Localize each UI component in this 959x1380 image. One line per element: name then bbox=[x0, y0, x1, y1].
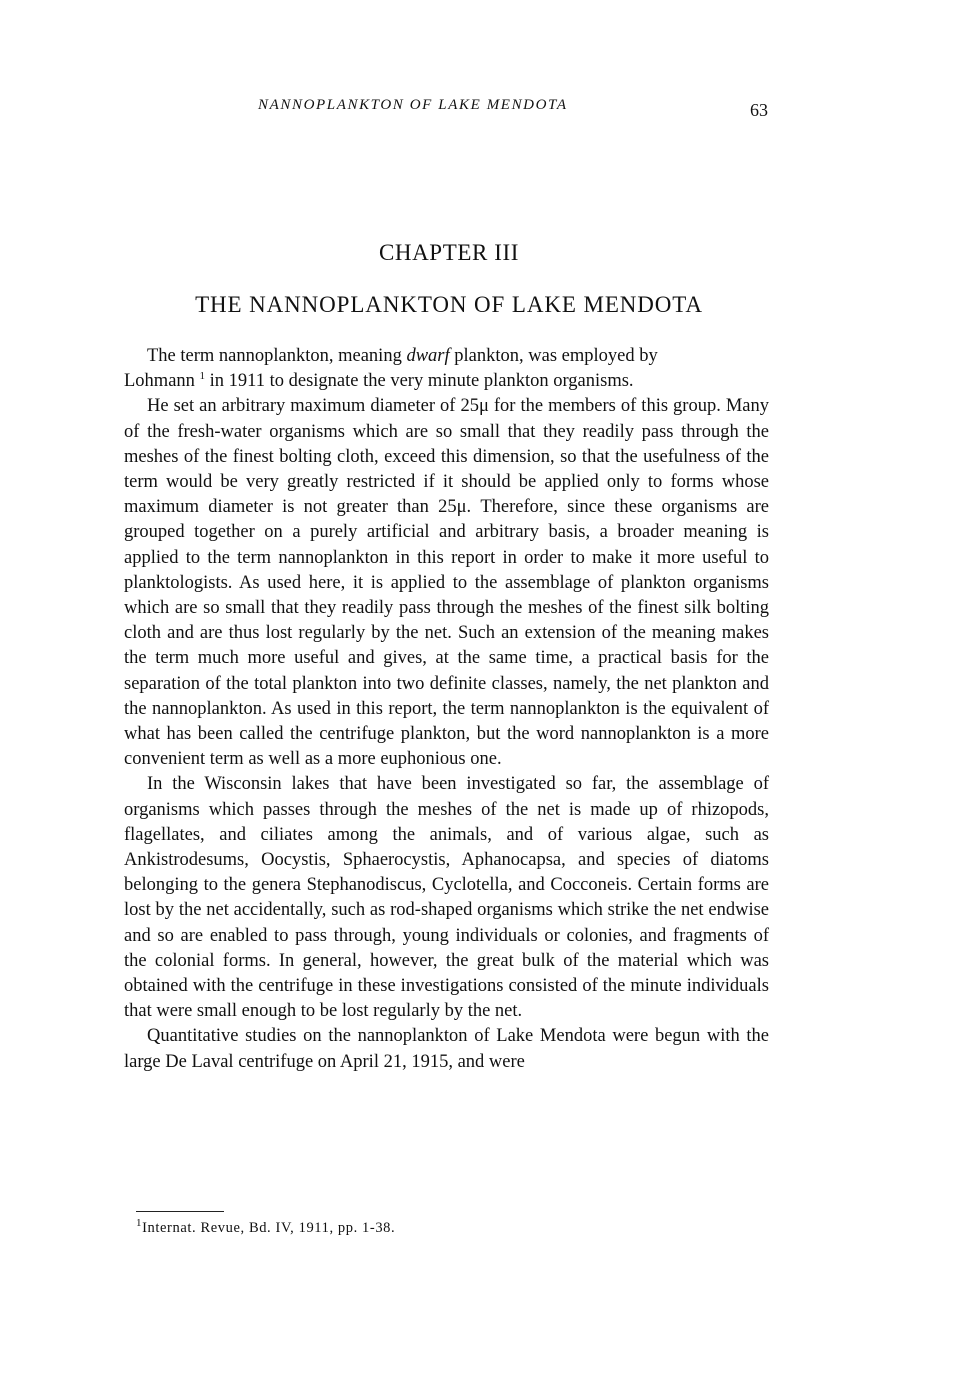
running-header-title: NANNOPLANKTON OF LAKE MENDOTA bbox=[258, 97, 568, 113]
paragraph-4: Quantitative studies on the nannoplankton of Lake Mendota were begun with the large De Laval centrifuge on April 21, 1915, and were bbox=[124, 1026, 769, 1072]
chapter-label: CHAPTER III bbox=[378, 240, 520, 265]
footnote-text: Internat. Revue, Bd. IV, 1911, pp. 1-38. bbox=[142, 1220, 396, 1236]
emphasis-dwarf: dwarf bbox=[406, 346, 450, 366]
paragraph-1-part-1: The term nannoplankton, meaning bbox=[147, 346, 407, 366]
chapter-title: THE NANNOPLANKTON OF LAKE MENDOTA bbox=[195, 292, 703, 317]
paragraph-3: In the Wisconsin lakes that have been investigated so far, the assemblage of organisms which passes through the meshes of the net is made up of rhizopods, flagellates, and ciliates among the animals, and of various algae, such as Ankistrodesums, Oocystis, Sphaerocystis, Aphanocapsa, and species of diatoms belonging to the genera Stephanodiscus, Cyclotella, and Cocconeis. Certain forms are lost by the net accidentally, such as rod-shaped organisms which strike the net endwise and so are enabled to pass through, young individuals or colonies, and fragments of the colonial forms. In general, however, the great bulk of the material which was obtained with the centrifuge in these investigations consisted of the minute individuals that were small enough to be lost regularly by the net. bbox=[124, 774, 769, 1022]
paragraph-1-part-2: plankton, was employed by bbox=[449, 346, 658, 366]
body-text bbox=[124, 344, 769, 1075]
page-number: 63 bbox=[750, 100, 768, 120]
paragraph-1-part-3: Lohmann bbox=[124, 371, 195, 392]
paragraph-1 bbox=[124, 344, 769, 394]
paragraph-2: He set an arbitrary maximum diameter of 25μ for the members of this group. Many of the fresh-water organisms which are so small that they readily pass through the meshes of the finest bolting cloth, exceed this dimension, so that the usefulness of the term would be very greatly restricted if it should be applied only to forms whose maximum diameter is not greater than 25μ. Therefore, since these organisms are grouped together on a purely artificial and arbitrary basis, a broader meaning is applied to the term nannoplankton in this report in order to make it more useful to planktologists. As used here, it is applied to the assemblage of plankton organisms which are so small that they readily pass through the meshes of the finest silk bolting cloth and are thus lost regularly by the net. Such an extension of the meaning makes the term much more useful and gives, at the same time, a practical basis for the separation of the total plankton into two definite classes, namely, the net plankton and the nannoplankton. As used in this report, the term nannoplankton is the equivalent of what has been called the centrifuge plankton, but the word nannoplankton is a more convenient term as well as a more euphonious one. bbox=[124, 396, 769, 770]
footnote-reference-marker: 1 bbox=[199, 370, 206, 383]
footnote bbox=[136, 1217, 396, 1237]
paragraph-1-part-4: in 1911 to designate the very minute plankton organisms. bbox=[205, 371, 634, 392]
footnote-marker: 1 bbox=[136, 1217, 143, 1230]
footnote-divider bbox=[136, 1211, 224, 1212]
